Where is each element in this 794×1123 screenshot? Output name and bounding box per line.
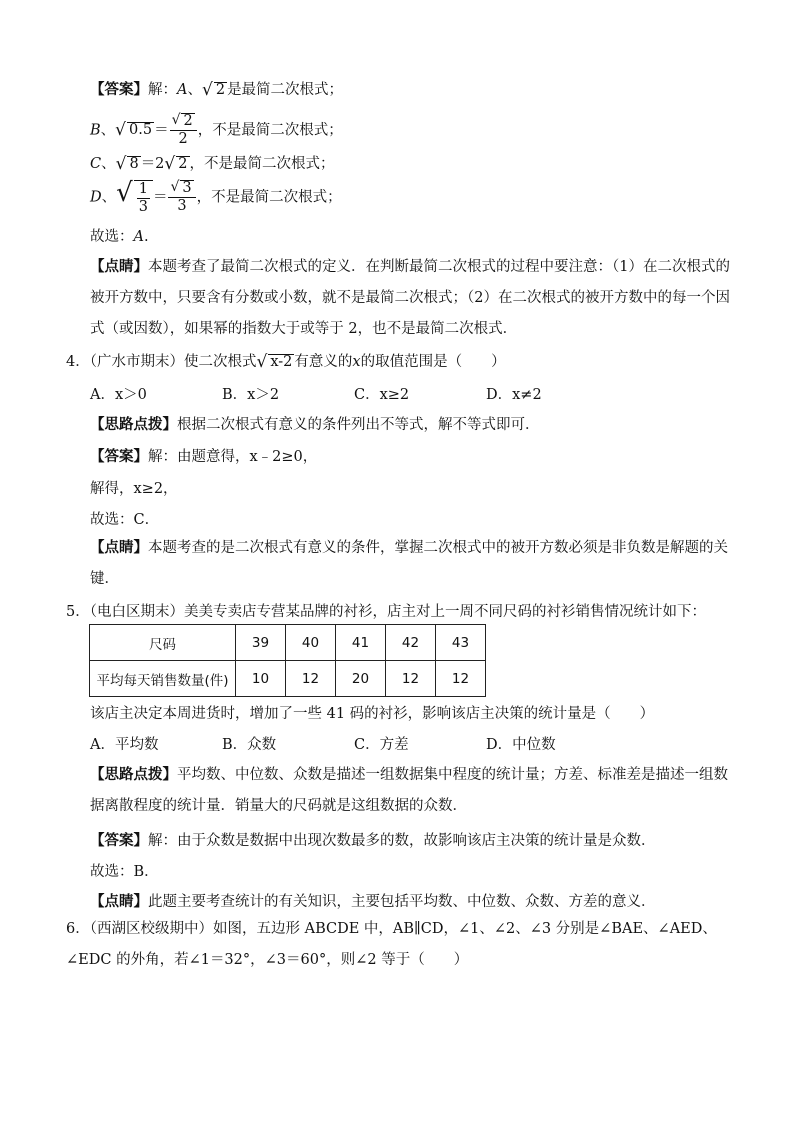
fraction: √ 2 2 — [170, 113, 197, 148]
hint-tag: 【思路点拨】 — [90, 766, 177, 783]
q5-answer — [90, 829, 656, 850]
answer-text: 是最简二次根式； — [227, 82, 344, 98]
option-c: C．x≥2 — [354, 387, 410, 403]
answer-tag: 【答案】 — [90, 832, 148, 849]
numerator: 1 — [138, 181, 148, 197]
radicand: 2 — [215, 81, 226, 98]
choose-end: . — [143, 229, 149, 245]
stem-text: （西湖区校级期中）如图，五边形 ABCDE 中，AB∥CD，∠1、∠2、∠3 分别是∠BAE、∠AED、∠EDC 的外角，若∠1＝32°，∠3＝60°，则∠2 等于（ ） — [66, 921, 717, 968]
note-tag: 【点睛】 — [90, 539, 148, 556]
sqrt-expression: √ 2 — [201, 79, 226, 100]
denominator: 3 — [177, 198, 187, 215]
table-row — [90, 661, 486, 697]
q3-answer-line — [90, 78, 343, 99]
q3-option-d-line — [90, 180, 342, 215]
note-text: 本题考查的是二次根式有意义的条件，掌握二次根式中的被开方数必须是非负数是解题的关键． — [90, 540, 728, 587]
sqrt-expression: √ 2 — [164, 153, 188, 174]
table-cell: 12 — [286, 661, 336, 697]
table-cell: 43 — [436, 625, 486, 661]
stem-text: 有意义的 — [294, 354, 353, 370]
note-tag: 【点睛】 — [90, 893, 148, 910]
answer-tag: 【答案】 — [90, 448, 148, 465]
note-text: 本题考查了最简二次根式的定义．在判断最简二次根式的过程中要注意：（1）在二次根式的被开方数中，只要含有分数或小数，就不是最简二次根式；（2）在二次根式的被开方数中的每一个因式（或因数），如果幂的指数大于或等于 2，也不是最简二次根式． — [90, 259, 730, 337]
equals: ＝ — [152, 189, 168, 206]
q3-option-b-line — [90, 113, 343, 148]
table-cell: 41 — [336, 625, 386, 661]
hint-tag: 【思路点拨】 — [90, 416, 177, 433]
option-letter-b: B — [90, 122, 101, 139]
q4-note — [90, 532, 730, 595]
table-cell: 12 — [386, 661, 436, 697]
hint-text: 根据二次根式有意义的条件列出不等式，解不等式即可． — [177, 417, 540, 433]
radicand: 2 — [183, 113, 193, 129]
answer-tag: 【答案】 — [90, 81, 148, 98]
sqrt-expression: √ 0.5 — [115, 119, 153, 140]
line-text: ，不是最简二次根式； — [196, 189, 342, 206]
question-number: 4． — [66, 354, 90, 370]
q4-options — [90, 383, 618, 404]
radicand: 0.5 — [129, 121, 153, 138]
radicand: x-2 — [270, 353, 293, 370]
radicand: 3 — [182, 180, 192, 197]
q3-note — [90, 251, 730, 345]
q4-hint — [90, 413, 540, 434]
sqrt-expression: √ $\frac{1}{3}$ — [116, 180, 153, 215]
q5-stem — [66, 600, 706, 621]
table-cell: 39 — [236, 625, 286, 661]
table-header-cell: 尺码 — [90, 625, 236, 661]
q4-choice: 故选：C． — [90, 512, 160, 528]
variable: x — [352, 354, 361, 370]
answer-prefix: 解： — [148, 82, 177, 98]
denominator: 3 — [138, 198, 148, 215]
q4-stem — [66, 350, 506, 371]
option-b: B．众数 — [222, 737, 277, 753]
option-d: D．x≠2 — [486, 387, 542, 403]
fraction: √ 3 3 — [168, 180, 195, 215]
sqrt-expression: √ 8 — [115, 153, 139, 174]
q5-question: 该店主决定本周进货时，增加了一些 41 码的衬衫，影响该店主决策的统计量是（ ） — [90, 706, 655, 722]
question-number: 6． — [66, 921, 90, 937]
table-cell: 40 — [286, 625, 336, 661]
option-b: B．x＞2 — [222, 387, 280, 403]
table-header-cell: 平均每天销售数量(件) — [90, 661, 236, 697]
q5-hint — [90, 759, 730, 822]
q6-stem — [66, 914, 726, 976]
line-text: ，不是最简二次根式； — [189, 156, 335, 172]
answer-text: 解：由题意得，x﹣2≥0， — [148, 449, 318, 465]
option-a: A．x＞0 — [90, 387, 147, 403]
q4-solve: 解得，x≥2， — [90, 481, 178, 497]
choose-prefix: 故选： — [90, 229, 134, 245]
table-cell: 42 — [386, 625, 436, 661]
separator: 、 — [100, 122, 116, 139]
note-tag: 【点睛】 — [90, 258, 148, 275]
option-c: C．方差 — [354, 737, 409, 753]
option-letter-a: A — [177, 82, 188, 98]
option-d: D．中位数 — [486, 737, 556, 753]
note-text: 此题主要考查统计的有关知识，主要包括平均数、中位数、众数、方差的意义． — [148, 894, 656, 910]
separator: 、 — [187, 82, 202, 98]
q3-choice-line — [90, 225, 149, 246]
table-cell: 12 — [436, 661, 486, 697]
option-a: A．平均数 — [90, 737, 159, 753]
separator: 、 — [101, 189, 117, 206]
table-row — [90, 625, 486, 661]
q4-answer — [90, 445, 317, 466]
q5-note — [90, 890, 656, 911]
equals: ＝2 — [140, 156, 165, 172]
size-sales-table — [89, 624, 486, 697]
stem-text: 的取值范围是（ ） — [360, 354, 506, 370]
answer-text: 解：由于众数是数据中出现次数最多的数，故影响该店主决策的统计量是众数． — [148, 833, 656, 849]
stem-text: （电白区期末）美美专卖店专营某品牌的衬衫，店主对上一周不同尺码的衬衫销售情况统计如下： — [89, 604, 706, 620]
table-cell: 10 — [236, 661, 286, 697]
radicand: 2 — [178, 155, 188, 172]
equals: ＝ — [154, 122, 169, 139]
table-cell: 20 — [336, 661, 386, 697]
q3-option-c-line — [90, 152, 335, 173]
q5-choice: 故选：B． — [90, 864, 159, 880]
denominator: 2 — [178, 131, 188, 148]
sqrt-expression: √ x-2 — [256, 351, 293, 372]
hint-text: 平均数、中位数、众数是描述一组数据集中程度的统计量；方差、标准差是描述一组数据离散程度的统计量．销量大的尺码就是这组数据的众数． — [90, 767, 728, 814]
question-number: 5． — [66, 604, 90, 620]
option-letter-c: C — [90, 156, 102, 172]
option-letter-d: D — [90, 189, 102, 206]
choose-letter: A — [133, 229, 144, 245]
radicand: 8 — [129, 155, 139, 172]
stem-text: （广水市期末）使二次根式 — [89, 354, 257, 370]
line-text: ，不是最简二次根式； — [197, 122, 343, 139]
separator: 、 — [101, 156, 116, 172]
q5-options — [90, 733, 618, 754]
